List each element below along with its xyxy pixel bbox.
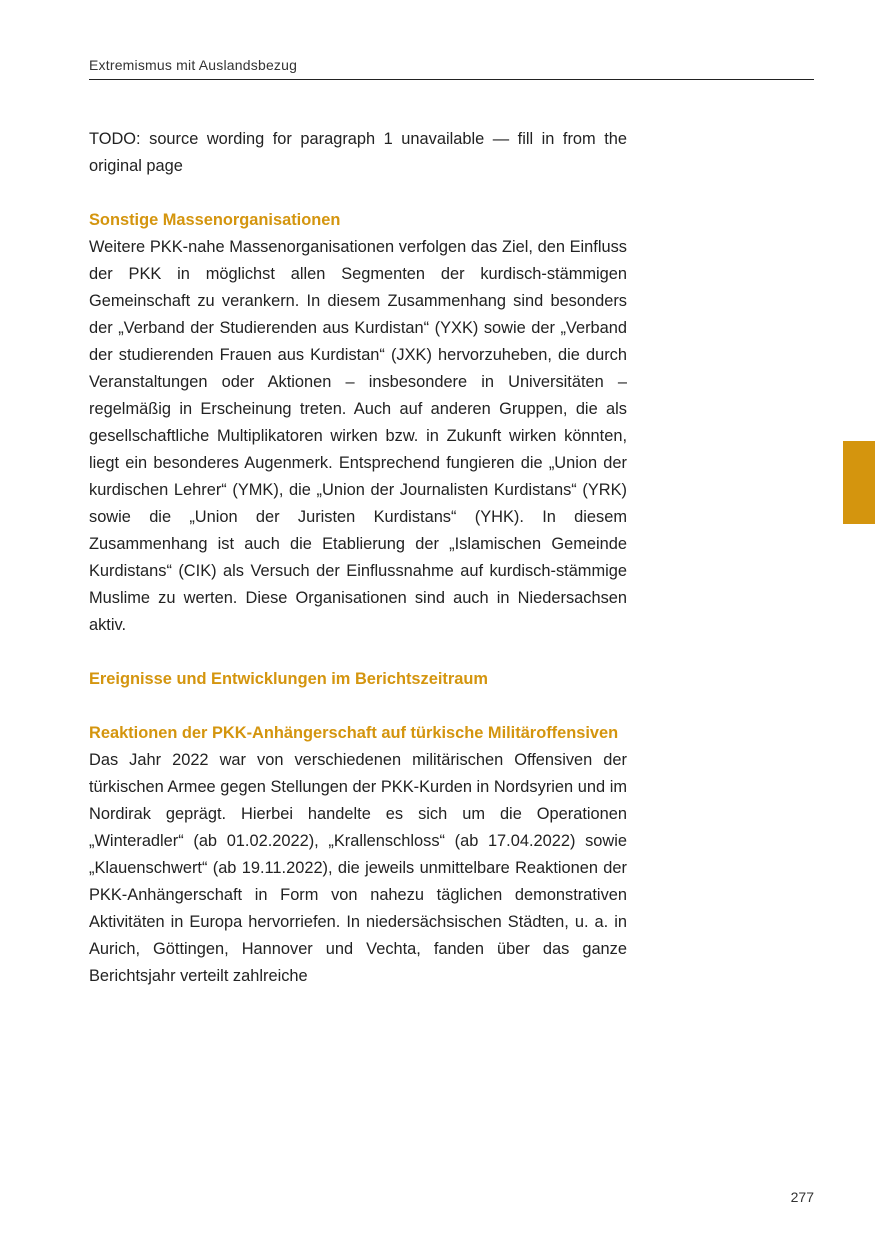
paragraph-massenorganisationen: Weitere PKK-nahe Massenorganisationen verfolgen das Ziel, den Einfluss der PKK in möglichst allen Segmenten der kurdisch-stämmigen Gemeinschaft zu verankern. In diesem Zusammenhang sind besonders der „Verband der Studierenden aus Kurdistan“ (YXK) sowie der „Verband der studierenden Frauen aus Kurdistan“ (JXK) hervorzuheben, die durch Veranstaltungen oder Aktionen – insbesondere in Universitäten – regelmäßig in Erscheinung treten. Auch auf anderen Gruppen, die als gesellschaftliche Multiplikatoren wirken bzw. in Zukunft wirken könnten, liegt ein besonderes Augenmerk. Entsprechend fungieren die „Union der kurdischen Lehrer“ (YMK), die „Union der Journalisten Kurdistans“ (YRK) sowie die „Union der Juristen Kurdistans“ (YHK). In diesem Zusammenhang ist auch die Etablierung der „Islamischen Gemeinde Kurdistans“ (CIK) als Versuch der Einflussnahme auf kurdisch-stämmige Muslime zu werten. Diese Organisationen sind auch in Niedersachsen aktiv. bbox=[89, 238, 627, 634]
section-heading-ereignisse: Ereignisse und Entwicklungen im Berichtszeitraum bbox=[89, 670, 488, 688]
chapter-tab-marker bbox=[843, 441, 875, 524]
running-header: Extremismus mit Auslandsbezug bbox=[89, 57, 298, 73]
page-body bbox=[89, 126, 627, 990]
spacer bbox=[89, 180, 627, 207]
spacer bbox=[89, 693, 627, 720]
section-heading-reaktionen: Reaktionen der PKK-Anhängerschaft auf türkische Militäroffensiven bbox=[89, 724, 619, 742]
paragraph-intro: TODO: source wording for paragraph 1 unavailable — fill in from the original page bbox=[89, 130, 627, 175]
section-heading-massenorganisationen: Sonstige Massenorganisationen bbox=[89, 211, 341, 229]
spacer bbox=[89, 639, 627, 666]
paragraph-reaktionen: Das Jahr 2022 war von verschiedenen militärischen Offensiven der türkischen Armee gegen Stellungen der PKK-Kurden in Nordsyrien und im Nordirak geprägt. Hierbei handelte es sich um die Operationen „Winteradler“ (ab 01.02.2022), „Krallenschloss“ (ab 17.04.2022) sowie „Klauenschwert“ (ab 19.11.2022), die jeweils unmittelbare Reaktionen der PKK-Anhängerschaft in Form von nahezu täglichen demonstrativen Aktivitäten in Europa hervorriefen. In niedersächsischen Städten, u. a. in Aurich, Göttingen, Hannover und Vechta, fanden über das ganze Berichtsjahr verteilt zahlreiche bbox=[89, 751, 627, 985]
header-divider bbox=[89, 79, 814, 80]
page-number: 277 bbox=[790, 1189, 814, 1205]
